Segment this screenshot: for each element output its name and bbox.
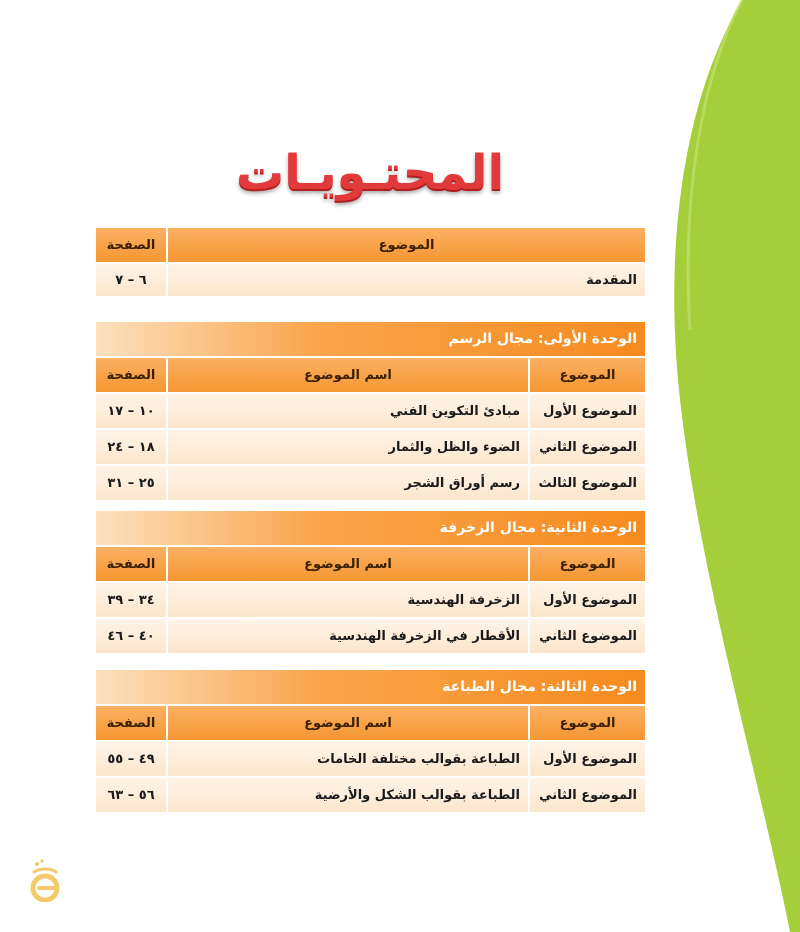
header-name: اسم الموضوع: [166, 358, 528, 392]
subject-cell: الموضوع الثاني: [528, 778, 645, 812]
subject-cell: الموضوع الثالث: [528, 466, 645, 500]
header-subject: الموضوع: [528, 358, 645, 392]
unit-title: الوحدة الثانية: مجال الزخرفة: [96, 511, 645, 545]
page-cell: ٤٩ – ٥٥: [96, 742, 166, 776]
name-cell: الضوء والظل والثمار: [166, 430, 528, 464]
header-page: الصفحة: [96, 228, 166, 262]
subject-cell: الموضوع الأول: [528, 742, 645, 776]
table-row: [96, 617, 645, 653]
table-row: [96, 581, 645, 617]
topic-cell: المقدمة: [166, 264, 645, 296]
page-title: المحتـويـات: [235, 145, 505, 201]
name-cell: الطباعة بقوالب الشكل والأرضية: [166, 778, 528, 812]
page-cell: ٢٥ – ٣١: [96, 466, 166, 500]
header-page: الصفحة: [96, 706, 166, 740]
table-row: [96, 392, 645, 428]
table-row: [96, 776, 645, 812]
intro-table: [96, 228, 645, 296]
unit-1-table: [96, 322, 645, 500]
unit-header-row: [96, 545, 645, 581]
header-subject: الموضوع: [528, 706, 645, 740]
header-name: اسم الموضوع: [166, 706, 528, 740]
unit-2-table: [96, 511, 645, 653]
table-row: [96, 428, 645, 464]
name-cell: الطباعة بقوالب مختلفة الخامات: [166, 742, 528, 776]
page-cell: ٣٤ – ٣٩: [96, 583, 166, 617]
table-row: [96, 464, 645, 500]
header-page: الصفحة: [96, 358, 166, 392]
header-page: الصفحة: [96, 547, 166, 581]
unit-title: الوحدة الأولى: مجال الرسم: [96, 322, 645, 356]
table-row: [96, 262, 645, 296]
page-cell: ٦ – ٧: [96, 264, 166, 296]
subject-cell: الموضوع الثاني: [528, 430, 645, 464]
page-logo-icon: [28, 858, 62, 902]
header-subject: الموضوع: [528, 547, 645, 581]
name-cell: مبادئ التكوين الفني: [166, 394, 528, 428]
name-cell: الزخرفة الهندسية: [166, 583, 528, 617]
unit-title: الوحدة الثالثة: مجال الطباعة: [96, 670, 645, 704]
page-cell: ٥٦ – ٦٣: [96, 778, 166, 812]
page-cell: ١٨ – ٢٤: [96, 430, 166, 464]
unit-3-table: [96, 670, 645, 812]
header-name: اسم الموضوع: [166, 547, 528, 581]
header-topic: الموضوع: [166, 228, 645, 262]
page-cell: ٤٠ – ٤٦: [96, 619, 166, 653]
subject-cell: الموضوع الثاني: [528, 619, 645, 653]
name-cell: رسم أوراق الشجر: [166, 466, 528, 500]
unit-header-row: [96, 704, 645, 740]
subject-cell: الموضوع الأول: [528, 394, 645, 428]
intro-header-row: [96, 228, 645, 262]
table-row: [96, 740, 645, 776]
subject-cell: الموضوع الأول: [528, 583, 645, 617]
page-cell: ١٠ – ١٧: [96, 394, 166, 428]
unit-header-row: [96, 356, 645, 392]
name-cell: الأقطار في الزخرفة الهندسية: [166, 619, 528, 653]
